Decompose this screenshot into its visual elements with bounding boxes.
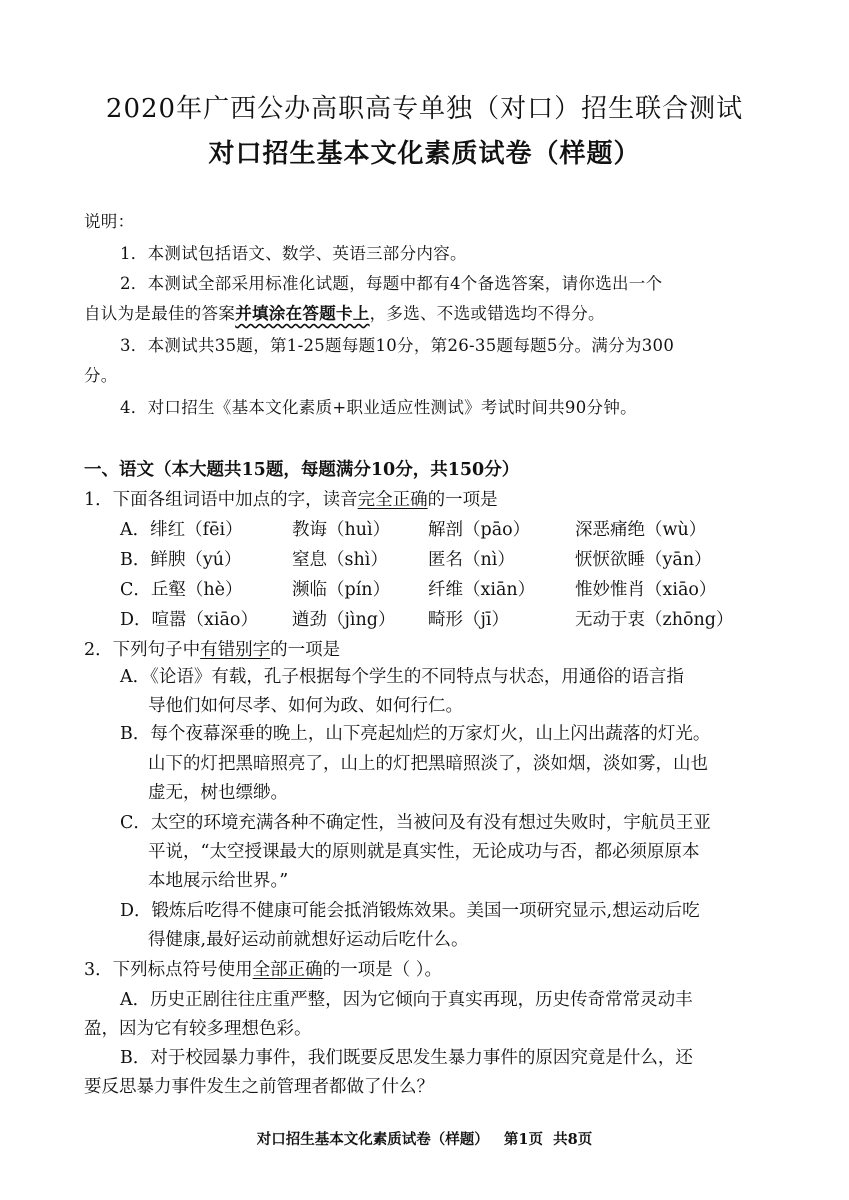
question-3-option-b-line-1: B．对于校园暴力事件，我们既要反思发生暴力事件的原因究竟是什么，还 — [120, 1048, 693, 1068]
option-cell: 教诲（huì） — [292, 520, 391, 540]
question-2-option-c-line-2: 平说，“太空授课最大的原则就是真实性，无论成功与否，都必须原原本 — [148, 842, 700, 862]
instruction-item-2-line-2 — [84, 300, 605, 324]
option-cell: 深恶痛绝（wù） — [575, 520, 707, 540]
option-cell: 无动于衷（zhōng） — [575, 610, 734, 630]
option-cell: A．绯红（fēi） — [120, 520, 243, 540]
instruction-text: ，多选、不选或错选均不得分。 — [369, 304, 605, 323]
instructions-heading: 说明： — [84, 212, 135, 231]
question-2-option-c-line-1: C．太空的环境充满各种不确定性，当被问及有没有想过失败时，宇航员王亚 — [120, 813, 711, 833]
option-cell: D．喧嚣（xiāo） — [120, 610, 258, 630]
instruction-item-4: 4．对口招生《基本文化素质+职业适应性测试》考试时间共90分钟。 — [120, 398, 637, 417]
question-2-option-d-line-2: 得健康,最好运动前就想好运动后吃什么。 — [148, 930, 469, 950]
question-1-option-b — [120, 546, 820, 570]
instruction-text: 自认为是最佳的答案 — [84, 304, 236, 323]
question-2-option-b-line-3: 虚无，树也缥缈。 — [148, 783, 288, 803]
question-text: 的一项是（ ）。 — [322, 960, 442, 980]
page-title: 2020年广西公办高职高专单独（对口）招生联合测试 — [105, 94, 744, 124]
question-text: 2．下列句子中 — [84, 640, 201, 660]
option-cell: 纤维（xiān） — [428, 580, 536, 600]
question-1-option-c — [120, 576, 820, 600]
question-1-stem — [84, 486, 498, 511]
option-cell: B．鲜腴（yú） — [120, 550, 242, 570]
question-3-option-a-line-2: 盈，因为它有较多理想色彩。 — [84, 1019, 312, 1039]
question-text: 的一项是 — [270, 640, 341, 660]
instruction-item-3-line-2: 分。 — [84, 366, 118, 385]
question-2-stem — [84, 636, 340, 661]
option-cell: 惟妙惟肖（xiāo） — [575, 580, 717, 600]
question-2-option-b-line-1: B．每个夜幕深垂的晚上，山下亮起灿烂的万家灯火，山上闪出蔬落的灯光。 — [120, 724, 711, 744]
instruction-item-1: 1．本测试包括语文、数学、英语三部分内容。 — [120, 244, 467, 263]
question-3-option-b-line-2: 要反思暴力事件发生之前管理者都做了什么？ — [84, 1077, 434, 1097]
question-3-option-a-line-1: A．历史正剧往往庄重严整，因为它倾向于真实再现，历史传奇常常灵动丰 — [120, 990, 693, 1010]
option-cell: C．丘壑（hè） — [120, 580, 243, 600]
option-cell: 畸形（jī） — [428, 610, 510, 630]
instruction-item-3-line-1: 3．本测试共35题，第1-25题每题10分，第26-35题每题5分。满分为300 — [120, 336, 675, 355]
question-2-option-d-line-1: D．锻炼后吃得不健康可能会抵消锻炼效果。美国一项研究显示,想运动后吃 — [120, 901, 700, 921]
question-text: 的一项是 — [427, 490, 498, 510]
instruction-emphasis: 并填涂在答题卡上 — [235, 304, 370, 323]
question-underline: 完全正确 — [357, 490, 428, 510]
question-1-option-a — [120, 516, 820, 540]
question-1-option-d — [120, 606, 820, 630]
instruction-item-2-line-1: 2．本测试全部采用标准化试题，每题中都有4个备选答案，请你选出一个 — [120, 274, 663, 293]
option-cell: 匿名（nì） — [428, 550, 515, 570]
question-3-stem — [84, 956, 442, 981]
question-underline: 有错别字 — [200, 640, 271, 660]
question-2-option-a-line-2: 导他们如何尽孝、如何为政、如何行仁。 — [148, 696, 463, 716]
question-2-option-b-line-2: 山下的灯把黑暗照亮了，山上的灯把黑暗照淡了，淡如烟，淡如雾，山也 — [148, 754, 708, 774]
page-footer: 对口招生基本文化素质试卷（样题） 第1页 共8页 — [256, 1131, 593, 1148]
section-heading: 一、语文（本大题共15题，每题满分10分，共150分） — [84, 460, 520, 480]
question-text: 3．下列标点符号使用 — [84, 960, 253, 980]
question-underline: 全部正确 — [252, 960, 323, 980]
page-subtitle: 对口招生基本文化素质试卷（样题） — [208, 139, 641, 169]
option-cell: 解剖（pāo） — [428, 520, 531, 540]
option-cell: 恹恹欲睡（yān） — [575, 550, 712, 570]
question-2-option-a-line-1: A．《论语》有载，孔子根据每个学生的不同特点与状态，用通俗的语言指 — [120, 667, 684, 687]
question-2-option-c-line-3: 本地展示给世界。” — [148, 871, 289, 891]
option-cell: 遒劲（jìng） — [292, 610, 396, 630]
question-text: 1．下面各组词语中加点的字，读音 — [84, 490, 358, 510]
option-cell: 濒临（pín） — [292, 580, 391, 600]
option-cell: 窒息（shì） — [292, 550, 388, 570]
